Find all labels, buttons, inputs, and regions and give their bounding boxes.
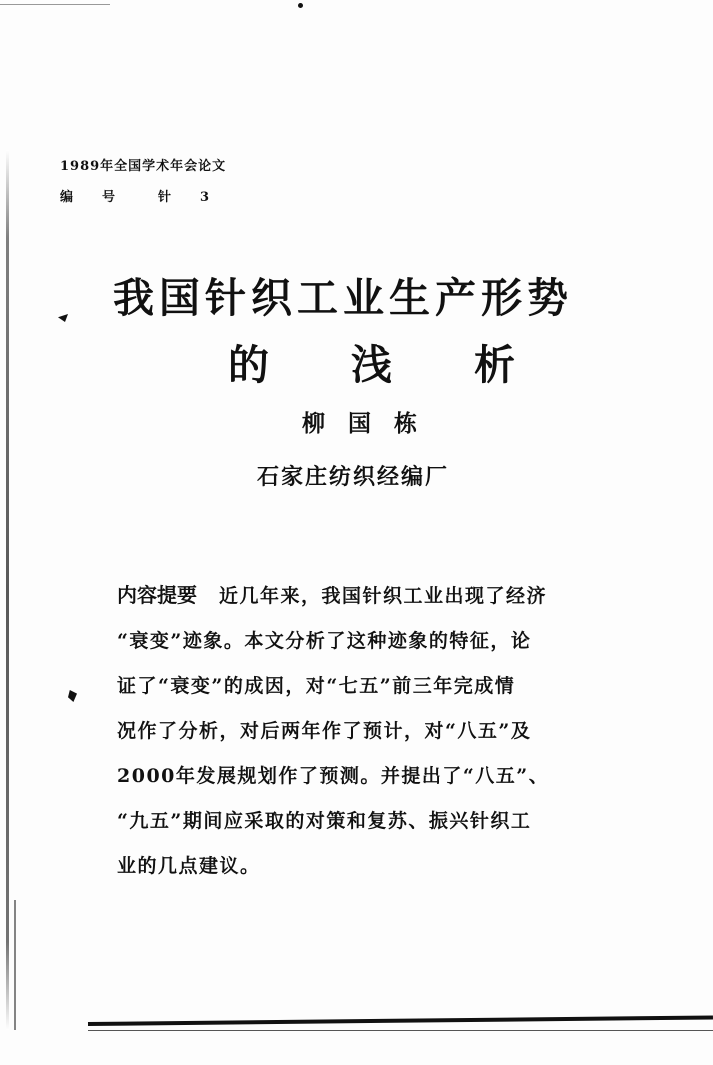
title-line-1: 我国针织工业生产形势 — [113, 274, 573, 322]
scan-artifact-left-edge — [6, 150, 9, 1030]
abstract-line: 2000年发展规划作了预测。并提出了“八五”、 — [117, 765, 550, 787]
title-line-2: 的 浅 析 — [228, 341, 515, 389]
conference-note: 1989年全国学术年会论文 — [60, 159, 227, 174]
abstract-text: 近几年来，我国针织工业出现了经济 — [219, 585, 548, 607]
page-bottom-rule — [88, 1015, 713, 1026]
page-bottom-rule-thin — [88, 1030, 713, 1031]
scan-artifact-mark — [68, 690, 77, 702]
abstract-line: 证了“衰变”的成因，对“七五”前三年完成情 — [117, 675, 516, 697]
abstract-line — [117, 573, 617, 619]
scan-artifact-mark — [58, 314, 68, 322]
abstract-line: 业的几点建议。 — [117, 855, 261, 877]
abstract-label: 内容提要 — [117, 583, 197, 607]
author-affiliation: 石家庄纺织经编厂 — [257, 464, 450, 490]
paper-number: 编 号 针 3 — [60, 190, 211, 205]
abstract-line: “九五”期间应采取的对策和复苏、振兴针织工 — [117, 810, 532, 832]
scan-artifact-left-edge-lower — [14, 900, 16, 1030]
abstract-line: “衰变”迹象。本文分析了这种迹象的特征，论 — [117, 630, 532, 652]
scan-artifact-dot — [298, 3, 303, 8]
abstract — [117, 573, 617, 889]
author-name: 柳 国 栋 — [302, 410, 417, 437]
abstract-line: 况作了分析，对后两年作了预计，对“八五”及 — [117, 720, 532, 742]
scan-artifact-top-line — [0, 4, 110, 5]
